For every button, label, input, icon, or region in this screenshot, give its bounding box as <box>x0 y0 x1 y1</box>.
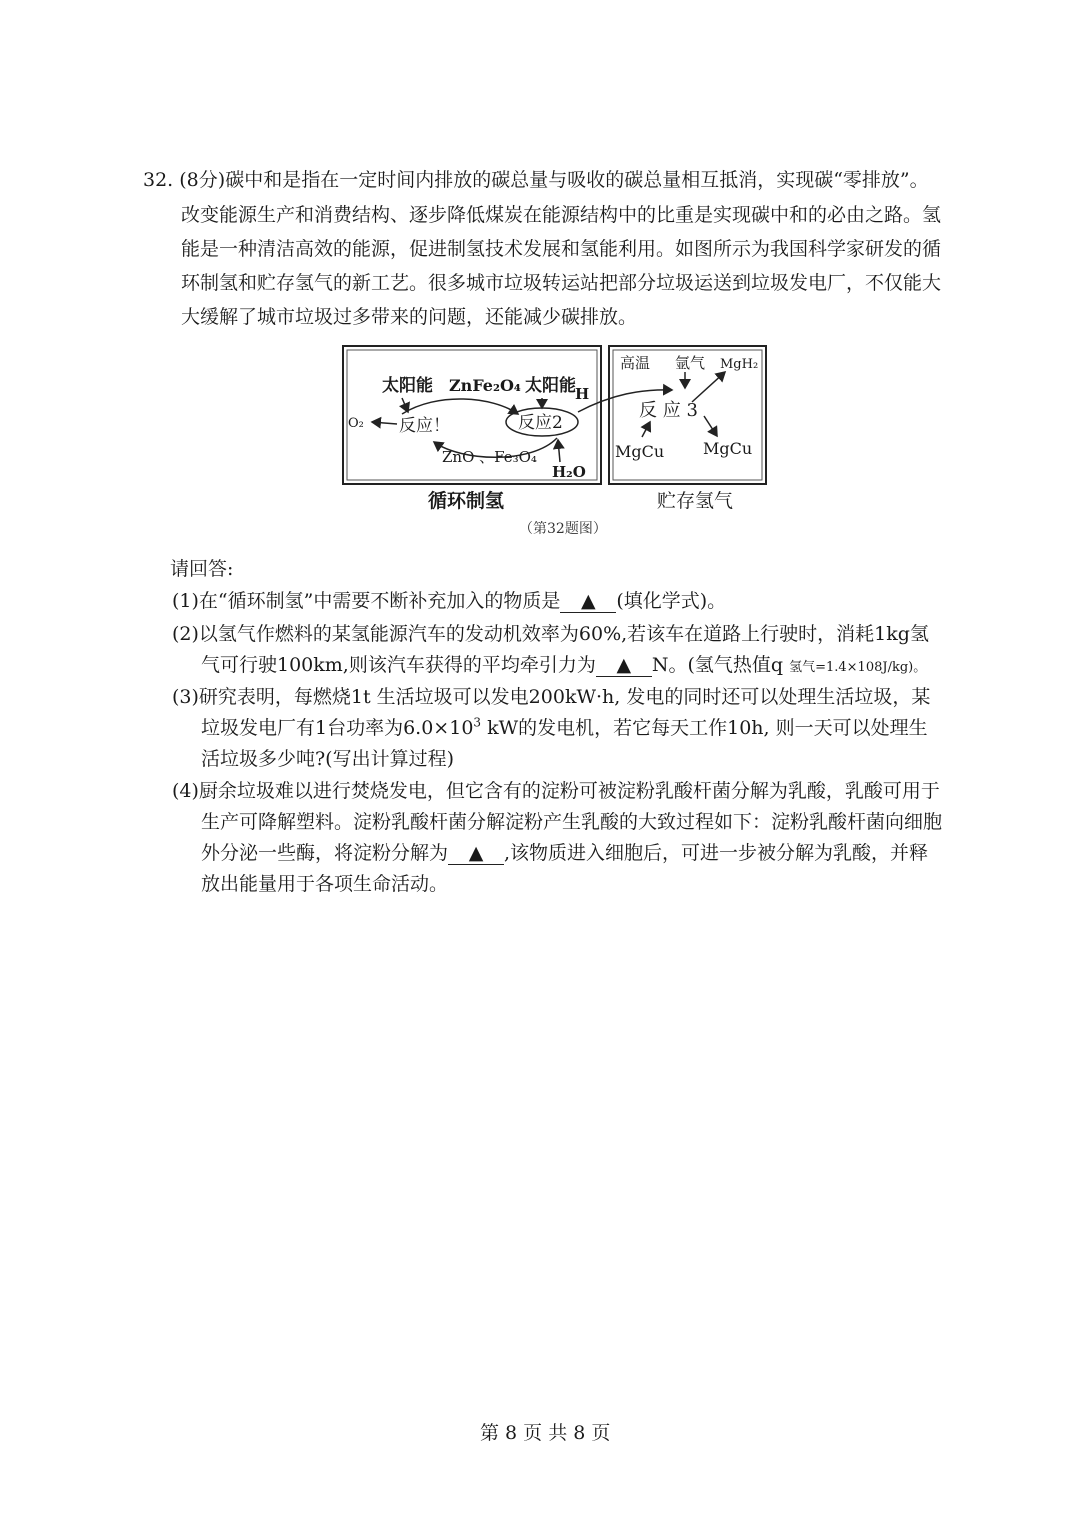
reaction-1-label: 反应！ <box>399 416 450 436</box>
mgh2-label: MgH₂ <box>720 357 759 372</box>
mgcu-label-1: MgCu <box>615 442 665 461</box>
reaction-3-label: 反 应 3 <box>639 400 698 421</box>
catalyst-label: ZnFe₂O₄ <box>449 376 521 395</box>
solar-energy-label-2: 太阳能 <box>525 376 576 396</box>
hydrogen-h-label: H <box>575 385 590 403</box>
subquestion-1-text: (1)在“循环制氢”中需要不断补充加入的物质是 <box>172 590 561 612</box>
subquestion-4-line-3-tail: ,该物质进入细胞后，可进一步被分解为乳酸，并释 <box>504 842 929 864</box>
subquestion-3-line-2: 垃圾发电厂有1台功率为6.0×10 <box>201 717 474 739</box>
power-exponent: 3 <box>473 715 482 730</box>
figure-caption: （第32题图） <box>519 521 607 537</box>
water-arrow <box>558 440 560 462</box>
answer-blank-4[interactable]: ▲ <box>448 842 504 865</box>
mgcu-arrow-2 <box>704 416 717 436</box>
subquestion-2-line-2: 气可行驶100km,则该汽车获得的平均牵引力为 <box>201 654 596 676</box>
question-text-line-1: 碳中和是指在一定时间内排放的碳总量与吸收的碳总量相互抵消，实现碳“零排放”。 <box>225 169 929 191</box>
argon-label: 氩气 <box>675 354 706 372</box>
question-text-line-2: 改变能源生产和消费结构、逐步降低煤炭在能源结构中的比重是实现碳中和的必由之路。氢 <box>181 204 942 226</box>
subquestion-4-line-4: 放出能量用于各项生命活动。 <box>201 873 449 895</box>
subquestion-4-line-1: (4)厨余垃圾难以进行焚烧发电，但它含有的淀粉可被淀粉乳酸杆菌分解为乳酸，乳酸可用于 <box>172 780 940 802</box>
answer-prompt: 请回答: <box>170 558 234 580</box>
answer-blank-2[interactable]: ▲ <box>596 654 652 677</box>
subquestion-2-line-2-tail: N。(氢气热值q <box>651 654 784 676</box>
question-points: (8分) <box>179 169 226 191</box>
solar-energy-label-1: 太阳能 <box>382 376 433 396</box>
subquestion-4-line-2: 生产可降解塑料。淀粉乳酸杆菌分解淀粉产生乳酸的大致过程如下：淀粉乳酸杆菌向细胞 <box>201 811 943 833</box>
high-temp-label: 高温 <box>620 354 651 372</box>
subquestion-4-line-3: 外分泌一些酶，将淀粉分解为 <box>201 842 449 864</box>
mgcu-label-2: MgCu <box>703 439 753 458</box>
oxygen-arrow <box>372 422 397 424</box>
page-footer: 第 8 页 共 8 页 <box>480 1422 611 1444</box>
mgh2-arrow <box>692 372 725 402</box>
subquestion-3-line-2-tail: kW的发电机，若它每天工作10h, 则一天可以处理生 <box>481 717 928 739</box>
water-label: H₂O <box>552 463 586 481</box>
cycle-hydrogen-title: 循环制氢 <box>428 490 505 512</box>
answer-blank-1[interactable]: ▲ <box>560 590 616 613</box>
solar-arrow-1 <box>402 398 408 412</box>
mgcu-arrow-1 <box>642 422 650 437</box>
zno-fe3o4-label: ZnO 、Fe₃O₄ <box>442 448 537 466</box>
subquestion-1 <box>172 586 962 617</box>
hydrogen-process-diagram <box>342 344 768 490</box>
heat-value-note: 氢气=1.4×108J/kg)。 <box>789 660 927 675</box>
subquestion-2-line-1: (2)以氢气作燃料的某氢能源汽车的发动机效率为60%,若该车在道路上行驶时，消耗1kg氢 <box>172 623 929 645</box>
subquestion-3-line-1: (3)研究表明，每燃烧1t 生活垃圾可以发电200kW·h, 发电的同时还可以处理生活垃圾，某 <box>172 686 931 708</box>
subquestion-4 <box>172 776 962 900</box>
question-number: 32. <box>143 169 174 191</box>
question-text-line-4: 环制氢和贮存氢气的新工艺。很多城市垃圾转运站把部分垃圾运送到垃圾发电厂，不仅能大 <box>181 272 942 294</box>
subquestion-2 <box>172 619 962 681</box>
question-text-line-5: 大缓解了城市垃圾过多带来的问题，还能减少碳排放。 <box>181 306 638 328</box>
subquestion-3-line-3: 活垃圾多少吨?(写出计算过程) <box>201 748 455 770</box>
storage-hydrogen-title: 贮存氢气 <box>657 490 734 512</box>
question-body <box>181 198 961 334</box>
question-text-line-3: 能是一种清洁高效的能源，促进制氢技术发展和氢能利用。如图所示为我国科学家研发的循 <box>181 238 942 260</box>
oxygen-label: O₂ <box>348 416 364 431</box>
subquestion-1-tail: (填化学式)。 <box>616 590 727 612</box>
reaction-2-label: 反应2 <box>518 413 563 433</box>
cycle-top-arrow <box>402 399 518 414</box>
subquestion-3 <box>172 682 962 775</box>
question-first-line <box>143 166 973 194</box>
